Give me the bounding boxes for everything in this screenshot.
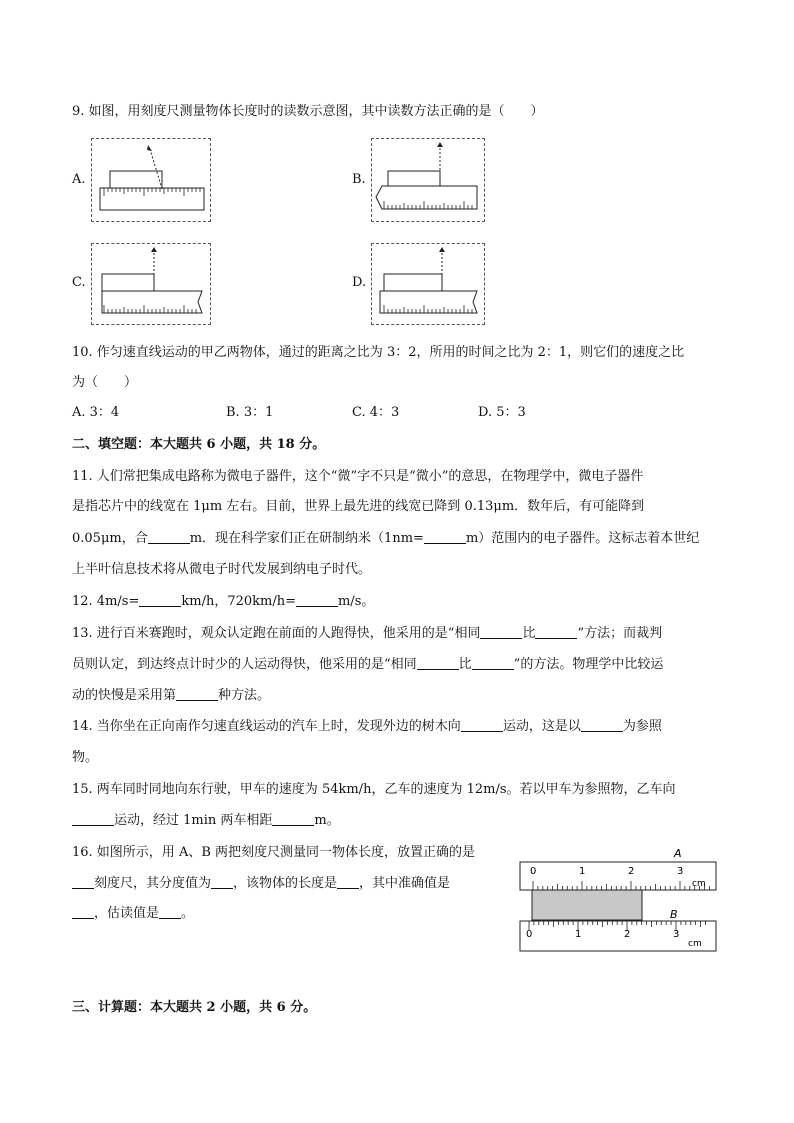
ruler-b-tick-0: 0 — [526, 929, 533, 940]
q16-text-e: ，估读值是 — [94, 906, 160, 921]
q10-stem-line1: 10. 作匀速直线运动的甲乙两物体，通过的距离之比为 3：2，所用的时间之比为 2：1，则它们的速度之比 — [72, 345, 685, 360]
q12-text-b: km/h，720km/h= — [181, 594, 296, 609]
q14-text-a: 14. 当你坐在正向南作匀速直线运动的汽车上时，发现外边的树木向 — [72, 719, 461, 734]
q15-blank-2[interactable] — [272, 811, 314, 826]
q13-line2 — [72, 655, 663, 675]
q11-line2: 是指芯片中的线宽在 1μm 左右。目前，世界上最先进的线宽已降到 0.13μm．数年后，有可能降到 — [72, 499, 645, 514]
q13-line1 — [72, 624, 662, 644]
q13-blank-1[interactable] — [480, 624, 522, 639]
ruler-figure-d-svg — [372, 244, 484, 324]
q13-text-a: 13. 进行百米赛跑时，观众认定跑在前面的人跑得快，他采用的是“相同 — [72, 626, 481, 641]
q16-blank-2[interactable] — [211, 874, 233, 889]
q16-line1: 16. 如图所示，用 A、B 两把刻度尺测量同一物体长度，放置正确的是 — [72, 845, 476, 860]
q14-text-c: 为参照 — [622, 719, 662, 734]
q9-option-a-label: A. — [72, 172, 86, 187]
q15-line2 — [72, 811, 340, 831]
q13-text-e: 比 — [458, 657, 472, 672]
q9-figure-b — [371, 138, 485, 222]
q16-blank-3[interactable] — [337, 874, 359, 889]
q12-text-a: 12. 4m/s= — [72, 594, 140, 609]
q14-blank-1[interactable] — [461, 717, 503, 732]
section-2-heading: 二、填空题：本大题共 6 小题，共 18 分。 — [72, 437, 326, 452]
ruler-a-tick-2: 2 — [628, 866, 635, 877]
q12-blank-1[interactable] — [139, 592, 181, 607]
q14-line2: 物。 — [72, 750, 99, 765]
q13-blank-4[interactable] — [472, 655, 514, 670]
q11-line1: 11. 人们常把集成电路称为微电子器件，这个“微”字不只是“微小”的意思，在物理学中，微电子器件 — [72, 469, 644, 484]
q9-option-b-label: B. — [352, 172, 366, 187]
q9-figure-c — [91, 243, 211, 325]
ruler-b — [520, 921, 716, 951]
q14-text-b: 运动，这是以 — [502, 719, 581, 734]
ruler-a-tick-3: 3 — [677, 866, 684, 877]
q14-line1 — [72, 717, 662, 737]
q13-text-f: ”的方法。物理学中比较运 — [513, 657, 664, 672]
q11-text-a: 0.05μm，合 — [72, 531, 148, 546]
q9-option-c-label: C. — [72, 275, 86, 290]
q11-text-b: m．现在科学家们正在研制纳米（1nm= — [189, 531, 424, 546]
q13-text-h: 种方法。 — [218, 688, 271, 703]
measured-object — [532, 890, 642, 920]
q11-line4: 上半叶信息技术将从微电子时代发展到纳电子时代。 — [72, 562, 372, 577]
q16-line3 — [72, 904, 194, 924]
q16-rulers-svg — [516, 842, 720, 954]
q9-figure-d — [371, 243, 485, 325]
q16-text-c: ，该物体的长度是 — [233, 876, 338, 891]
q16-text-f: 。 — [181, 906, 195, 921]
q11-text-c: m）范围内的电子器件。这标志着本世纪 — [465, 531, 700, 546]
ruler-a-tick-1: 1 — [579, 866, 586, 877]
q13-line3 — [72, 686, 270, 706]
q13-blank-2[interactable] — [535, 624, 577, 639]
ruler-b-label: B — [670, 908, 678, 921]
q11-blank-2[interactable] — [424, 529, 466, 544]
ruler-b-unit: cm — [688, 939, 702, 949]
ruler-b-tick-2: 2 — [624, 929, 631, 940]
ruler-a — [520, 862, 716, 890]
q12-text-c: m/s。 — [337, 594, 375, 609]
q16-figure — [516, 842, 720, 954]
q13-blank-5[interactable] — [176, 686, 218, 701]
q13-blank-3[interactable] — [417, 655, 459, 670]
q16-text-d: ，其中准确值是 — [359, 876, 451, 891]
q11-line3 — [72, 529, 699, 549]
q9-figure-a — [91, 138, 211, 222]
q15-text-c: m。 — [314, 813, 340, 828]
ruler-a-label: A — [674, 847, 682, 860]
q16-line2 — [72, 874, 450, 894]
ruler-a-tick-0: 0 — [530, 866, 537, 877]
ruler-figure-a-svg — [92, 139, 210, 221]
q9-option-d-label: D. — [352, 275, 367, 290]
q13-text-d: 员则认定，到达终点计时少的人运动得快，他采用的是“相同 — [72, 657, 417, 672]
q13-text-c: ”方法；而裁判 — [577, 626, 663, 641]
q16-text-b: 刻度尺，其分度值为 — [94, 876, 212, 891]
ruler-a-unit: cm — [692, 879, 706, 889]
q10-option-a: A. 3：4 — [72, 405, 120, 420]
q10-option-b: B. 3：1 — [226, 405, 274, 420]
section-3-heading: 三、计算题：本大题共 2 小题，共 6 分。 — [72, 1000, 317, 1015]
q15-line1: 15. 两车同时同地向东行驶，甲车的速度为 54km/h，乙车的速度为 12m/s。若以甲车为参照物，乙车向 — [72, 782, 676, 797]
q11-blank-1[interactable] — [148, 529, 190, 544]
q16-blank-4[interactable] — [72, 904, 94, 919]
q10-option-d: D. 5：3 — [478, 405, 526, 420]
q16-blank-5[interactable] — [159, 904, 181, 919]
q9-stem: 9. 如图，用刻度尺测量物体长度时的读数示意图，其中读数方法正确的是（ ） — [72, 104, 544, 119]
ruler-b-tick-1: 1 — [575, 929, 582, 940]
q16-blank-1[interactable] — [72, 874, 94, 889]
q10-stem-line2: 为（ ） — [72, 375, 138, 390]
q15-blank-1[interactable] — [72, 811, 114, 826]
q13-text-b: 比 — [522, 626, 536, 641]
q15-text-b: 运动，经过 1min 两车相距 — [114, 813, 273, 828]
ruler-figure-b-svg — [372, 139, 484, 221]
q12-line — [72, 592, 374, 612]
ruler-figure-c-svg — [92, 244, 210, 324]
ruler-b-tick-3: 3 — [673, 929, 680, 940]
q14-blank-2[interactable] — [581, 717, 623, 732]
q13-text-g: 动的快慢是采用第 — [72, 688, 177, 703]
q12-blank-2[interactable] — [296, 592, 338, 607]
q10-option-c: C. 4：3 — [352, 405, 400, 420]
